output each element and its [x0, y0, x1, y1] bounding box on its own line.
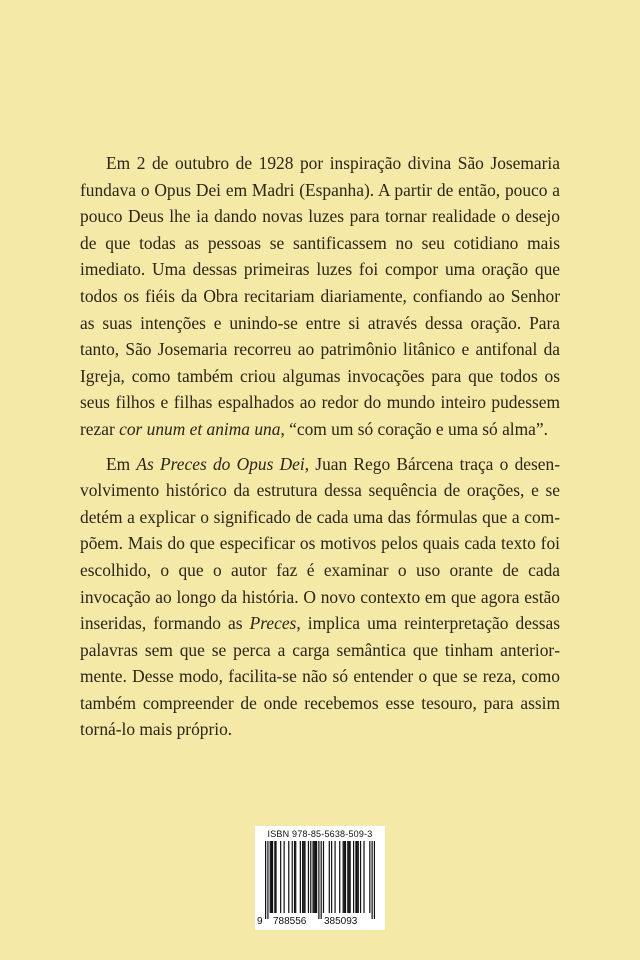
text-segment: , Juan Rego Bárcena traça o desenvolvimento histórico da estrutura dessa sequência de orações, e se detém a explicar o significado de cada uma das fórmulas que a compõem. Mais do que especificar os motivos pelos quais cada texto foi escolhido, o que o autor faz é examinar o uso orante de cada invocação ao longo da história. O novo contexto em que agora estão inseridas, formando as [80, 453, 560, 634]
barcode-bar [356, 841, 357, 913]
barcode-bar [374, 841, 375, 919]
barcode-bar [303, 841, 304, 913]
barcode-bar [369, 841, 370, 913]
barcode-bar [331, 841, 332, 913]
barcode-bar [334, 841, 335, 913]
barcode-bar [344, 841, 345, 913]
text-segment: , “com um só coração e uma só alma”. [280, 418, 548, 439]
barcode-bar [270, 841, 271, 913]
barcode-bar [308, 841, 309, 913]
paragraph-2 [80, 451, 560, 744]
barcode-bar [360, 841, 361, 913]
barcode-bar [292, 841, 293, 913]
barcode-bar [288, 841, 289, 913]
barcode-bar [267, 841, 268, 919]
barcode-bar [300, 841, 301, 913]
isbn-label: ISBN 978-85-5638-509-3 [267, 829, 373, 839]
barcode-bar [312, 841, 313, 913]
barcode-bar [272, 841, 273, 913]
barcode-digit-prefix: 9 [257, 916, 263, 927]
barcode-bar [265, 841, 266, 919]
book-title-continued: do Opus Dei [206, 453, 305, 474]
barcode-bar [302, 841, 303, 913]
barcode-bar [304, 841, 305, 913]
barcode-bar [372, 841, 373, 919]
barcode-bars [265, 841, 375, 919]
barcode-bar [321, 841, 322, 919]
barcode-bar [271, 841, 272, 913]
barcode-bar [329, 841, 330, 913]
isbn-barcode [255, 826, 385, 930]
barcode-bar [348, 841, 349, 913]
barcode-digits [255, 916, 385, 928]
barcode-bar [274, 841, 275, 913]
preces-term: Preces [249, 613, 297, 634]
barcode-bar [363, 841, 364, 913]
barcode-bar [353, 841, 354, 913]
barcode-bar [358, 841, 359, 913]
barcode-bar [294, 841, 295, 913]
barcode-bar [355, 841, 356, 913]
synopsis-text [80, 150, 560, 743]
barcode-bar [323, 841, 324, 913]
barcode-digits-right: 385093 [324, 916, 358, 927]
barcode-bar [318, 841, 319, 919]
barcode-bar [280, 841, 281, 913]
barcode-bar [275, 841, 276, 913]
barcode-bar [316, 841, 317, 913]
barcode-bar [343, 841, 344, 913]
barcode-bar [347, 841, 348, 913]
barcode-bar [350, 841, 351, 913]
barcode-bar [315, 841, 316, 913]
barcode-digits-left: 788556 [273, 916, 307, 927]
barcode-bar [314, 841, 315, 913]
barcode-bar [339, 841, 340, 913]
latin-phrase: cor unum et anima una [119, 418, 281, 439]
book-title: As Preces [136, 453, 207, 474]
barcode-bar [310, 841, 311, 913]
text-segment: Em 2 de outubro de 1928 por inspiração divina São Josemaria fundava o Opus Dei em Madri (Espanha). A partir de então, pouco a pouco Deus lhe ia dando novas luzes para tornar realidade o desejo de que todas as pessoas se santificassem no seu cotidiano mais imediato. Uma dessas primeiras luzes foi compor uma oração que todos os fiéis da Obra recitariam diariamente, confiando ao Senhor as suas intenções e unindo-se entre si através dessa oração. Para tanto, São Josemaria recorreu ao patrimônio litânico e antifonal da Igreja, como também criou algumas invocações para que todos os seus filhos e filhas espalhados ao redor do mundo inteiro pudessem rezar [80, 153, 560, 439]
text-segment: , implica uma reinterpretação dessas palavras sem que se perca a carga semântica que tinham anteriormente. Desse modo, facilita-se não só entender o que se reza, como também compreender de onde recebemos esse tesouro, para assim torná-lo mais próprio. [80, 613, 560, 740]
barcode-bar [345, 841, 346, 913]
paragraph-1 [80, 150, 560, 443]
barcode-bar [284, 841, 285, 913]
barcode-bar [295, 841, 296, 913]
text-segment: Em [106, 453, 137, 474]
